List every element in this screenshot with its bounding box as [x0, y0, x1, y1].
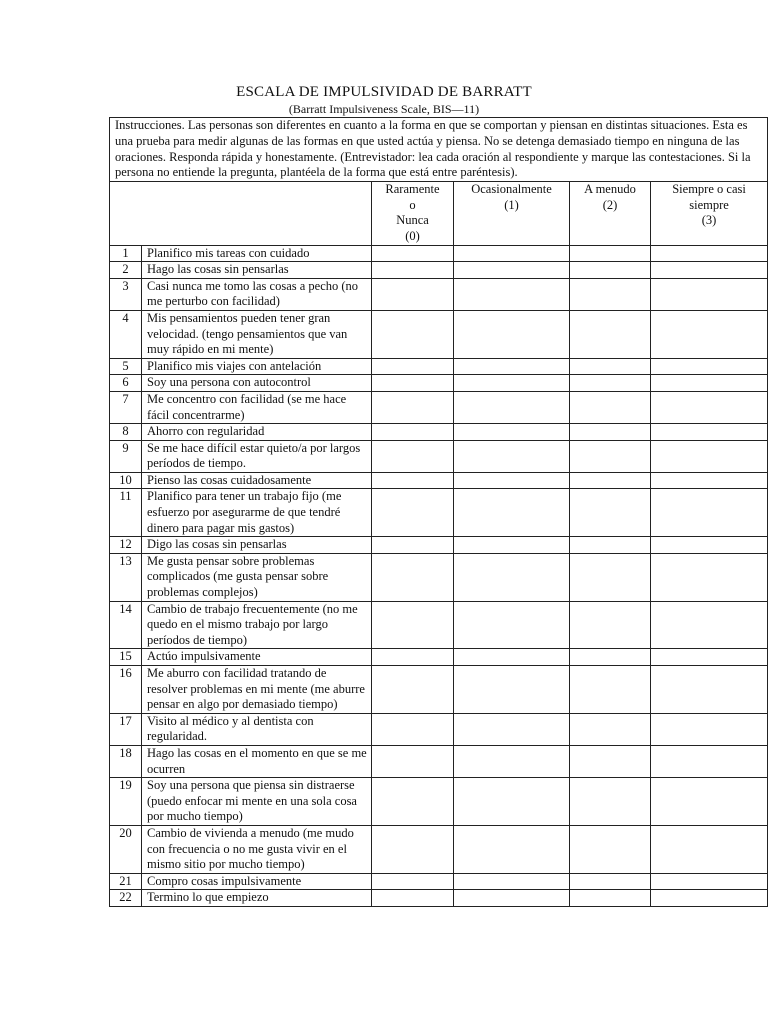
answer-cell-occasionally[interactable]	[454, 440, 570, 472]
page-subtitle: (Barratt Impulsiveness Scale, BIS—11)	[288, 102, 480, 116]
col-header-rarely	[372, 182, 454, 245]
item-question: Planifico mis tareas con cuidado	[142, 245, 372, 262]
page-title: ESCALA DE IMPULSIVIDAD DE BARRATT	[236, 84, 532, 100]
item-question: Cambio de trabajo frecuentemente (no me quedo en el mismo trabajo por largo períodos de tiempo)	[142, 601, 372, 649]
answer-cell-occasionally[interactable]	[454, 245, 570, 262]
item-question: Cambio de vivienda a menudo (me mudo con frecuencia o no me gusta vivir en el mismo sitio por mucho tiempo)	[142, 825, 372, 873]
item-question: Digo las cosas sin pensarlas	[142, 537, 372, 554]
answer-cell-rarely[interactable]	[372, 553, 454, 601]
item-number: 19	[110, 778, 142, 826]
answer-cell-always[interactable]	[651, 666, 768, 714]
item-number: 2	[110, 262, 142, 279]
answer-cell-occasionally[interactable]	[454, 873, 570, 890]
item-number: 1	[110, 245, 142, 262]
answer-cell-occasionally[interactable]	[454, 472, 570, 489]
table-row	[110, 601, 768, 649]
answer-cell-rarely[interactable]	[372, 391, 454, 423]
answer-cell-rarely[interactable]	[372, 278, 454, 310]
answer-cell-often[interactable]	[570, 358, 651, 375]
item-question: Pienso las cosas cuidadosamente	[142, 472, 372, 489]
col-header-rarely-score: (0)	[405, 228, 420, 243]
item-question: Actúo impulsivamente	[142, 649, 372, 666]
answer-cell-rarely[interactable]	[372, 537, 454, 554]
answer-cell-occasionally[interactable]	[454, 278, 570, 310]
questionnaire-table	[109, 117, 768, 907]
item-number: 11	[110, 489, 142, 537]
answer-cell-often[interactable]	[570, 391, 651, 423]
answer-cell-rarely[interactable]	[372, 472, 454, 489]
answer-cell-always[interactable]	[651, 245, 768, 262]
item-number: 18	[110, 745, 142, 777]
answer-cell-often[interactable]	[570, 424, 651, 441]
answer-cell-rarely[interactable]	[372, 745, 454, 777]
answer-cell-rarely[interactable]	[372, 601, 454, 649]
instructions-row	[110, 118, 768, 182]
table-row	[110, 890, 768, 907]
answer-cell-occasionally[interactable]	[454, 553, 570, 601]
item-question: Planifico para tener un trabajo fijo (me esfuerzo por asegurarme de que tendré dinero para pagar mis gastos)	[142, 489, 372, 537]
item-number: 9	[110, 440, 142, 472]
item-question: Ahorro con regularidad	[142, 424, 372, 441]
answer-cell-often[interactable]	[570, 262, 651, 279]
answer-cell-often[interactable]	[570, 440, 651, 472]
table-row	[110, 649, 768, 666]
table-row	[110, 375, 768, 392]
col-header-often-label: A menudo	[584, 182, 636, 197]
col-header-often-score: (2)	[602, 197, 618, 212]
answer-cell-rarely[interactable]	[372, 890, 454, 907]
answer-cell-rarely[interactable]	[372, 489, 454, 537]
answer-cell-occasionally[interactable]	[454, 745, 570, 777]
answer-cell-always[interactable]	[651, 391, 768, 423]
item-question: Hago las cosas sin pensarlas	[142, 262, 372, 279]
item-question: Me aburro con facilidad tratando de resolver problemas en mi mente (me aburre pensar en algo por demasiado tiempo)	[142, 666, 372, 714]
answer-cell-often[interactable]	[570, 278, 651, 310]
item-number: 16	[110, 666, 142, 714]
table-row	[110, 245, 768, 262]
answer-cell-occasionally[interactable]	[454, 713, 570, 745]
answer-cell-rarely[interactable]	[372, 825, 454, 873]
answer-cell-rarely[interactable]	[372, 649, 454, 666]
item-number: 15	[110, 649, 142, 666]
col-header-often	[570, 182, 651, 245]
answer-cell-often[interactable]	[570, 649, 651, 666]
answer-cell-always[interactable]	[651, 649, 768, 666]
answer-cell-rarely[interactable]	[372, 245, 454, 262]
answer-cell-occasionally[interactable]	[454, 262, 570, 279]
item-number: 21	[110, 873, 142, 890]
answer-cell-occasionally[interactable]	[454, 890, 570, 907]
answer-cell-rarely[interactable]	[372, 666, 454, 714]
answer-cell-rarely[interactable]	[372, 358, 454, 375]
answer-cell-often[interactable]	[570, 310, 651, 358]
answer-cell-often[interactable]	[570, 601, 651, 649]
answer-cell-often[interactable]	[570, 245, 651, 262]
table-row	[110, 278, 768, 310]
item-number: 22	[110, 890, 142, 907]
item-number: 3	[110, 278, 142, 310]
col-header-always-line1: Siempre o casi	[672, 182, 746, 197]
answer-cell-always[interactable]	[651, 745, 768, 777]
table-row	[110, 440, 768, 472]
item-question: Soy una persona con autocontrol	[142, 375, 372, 392]
col-header-always-line2: siempre	[689, 197, 729, 212]
item-number: 13	[110, 553, 142, 601]
answer-cell-often[interactable]	[570, 713, 651, 745]
answer-cell-always[interactable]	[651, 873, 768, 890]
item-number: 4	[110, 310, 142, 358]
answer-cell-always[interactable]	[651, 278, 768, 310]
answer-cell-always[interactable]	[651, 440, 768, 472]
col-header-occasionally	[454, 182, 570, 245]
item-question: Termino lo que empiezo	[142, 890, 372, 907]
answer-cell-rarely[interactable]	[372, 262, 454, 279]
table-row	[110, 873, 768, 890]
answer-cell-often[interactable]	[570, 778, 651, 826]
answer-cell-often[interactable]	[570, 666, 651, 714]
answer-cell-occasionally[interactable]	[454, 375, 570, 392]
answer-cell-occasionally[interactable]	[454, 537, 570, 554]
header-row	[110, 182, 768, 245]
table-row	[110, 489, 768, 537]
answer-cell-always[interactable]	[651, 537, 768, 554]
answer-cell-occasionally[interactable]	[454, 649, 570, 666]
item-question: Mis pensamientos pueden tener gran velocidad. (tengo pensamientos que van muy rápido en mi mente)	[142, 310, 372, 358]
item-question: Soy una persona que piensa sin distraerse (puedo enfocar mi mente en una sola cosa por mucho tiempo)	[142, 778, 372, 826]
item-number: 5	[110, 358, 142, 375]
answer-cell-always[interactable]	[651, 601, 768, 649]
item-question: Se me hace difícil estar quieto/a por largos períodos de tiempo.	[142, 440, 372, 472]
answer-cell-often[interactable]	[570, 472, 651, 489]
answer-cell-always[interactable]	[651, 778, 768, 826]
col-header-always	[651, 182, 768, 245]
answer-cell-rarely[interactable]	[372, 375, 454, 392]
item-number: 6	[110, 375, 142, 392]
table-row	[110, 825, 768, 873]
answer-cell-often[interactable]	[570, 825, 651, 873]
item-number: 12	[110, 537, 142, 554]
item-question: Me gusta pensar sobre problemas complicados (me gusta pensar sobre problemas complejos)	[142, 553, 372, 601]
header-blank-cell	[110, 182, 372, 245]
answer-cell-always[interactable]	[651, 358, 768, 375]
answer-cell-always[interactable]	[651, 713, 768, 745]
item-number: 14	[110, 601, 142, 649]
item-number: 17	[110, 713, 142, 745]
table-row	[110, 537, 768, 554]
item-number: 8	[110, 424, 142, 441]
item-question: Visito al médico y al dentista con regularidad.	[142, 713, 372, 745]
answer-cell-occasionally[interactable]	[454, 778, 570, 826]
answer-cell-always[interactable]	[651, 553, 768, 601]
answer-cell-occasionally[interactable]	[454, 489, 570, 537]
answer-cell-rarely[interactable]	[372, 713, 454, 745]
answer-cell-always[interactable]	[651, 472, 768, 489]
item-question: Compro cosas impulsivamente	[142, 873, 372, 890]
table-row	[110, 666, 768, 714]
answer-cell-occasionally[interactable]	[454, 358, 570, 375]
table-row	[110, 424, 768, 441]
answer-cell-occasionally[interactable]	[454, 391, 570, 423]
answer-cell-always[interactable]	[651, 262, 768, 279]
table-row	[110, 745, 768, 777]
col-header-rarely-line2: o	[409, 197, 416, 212]
table-row	[110, 553, 768, 601]
col-header-occasionally-score: (1)	[504, 197, 519, 212]
instructions-text: Instrucciones. Las personas son diferentes en cuanto a la forma en que se comportan y piensan en distintas situaciones. Esta es una prueba para medir algunas de las formas en que usted actúa y piensa. No se detenga demasiado tiempo en ninguna de las oraciones. Responda rápida y honestamente. (Entrevistador: lea cada oración al respondiente y marque las contestaciones. Si la persona no entiende la pregunta, plantéela de la forma que está entre paréntesis).	[110, 118, 768, 182]
col-header-rarely-line1: Raramente	[385, 182, 440, 197]
item-question: Planifico mis viajes con antelación	[142, 358, 372, 375]
answer-cell-rarely[interactable]	[372, 873, 454, 890]
item-number: 10	[110, 472, 142, 489]
table-row	[110, 472, 768, 489]
table-row	[110, 310, 768, 358]
answer-cell-occasionally[interactable]	[454, 424, 570, 441]
answer-cell-always[interactable]	[651, 825, 768, 873]
answer-cell-often[interactable]	[570, 489, 651, 537]
col-header-always-score: (3)	[701, 213, 717, 228]
answer-cell-rarely[interactable]	[372, 778, 454, 826]
answer-cell-often[interactable]	[570, 375, 651, 392]
col-header-occasionally-label: Ocasionalmente	[471, 182, 552, 197]
answer-cell-always[interactable]	[651, 424, 768, 441]
table-row	[110, 391, 768, 423]
answer-cell-often[interactable]	[570, 890, 651, 907]
answer-cell-often[interactable]	[570, 553, 651, 601]
item-number: 20	[110, 825, 142, 873]
answer-cell-often[interactable]	[570, 537, 651, 554]
table-row	[110, 262, 768, 279]
table-row	[110, 713, 768, 745]
answer-cell-always[interactable]	[651, 890, 768, 907]
answer-cell-often[interactable]	[570, 745, 651, 777]
col-header-rarely-line3: Nunca	[396, 213, 429, 228]
item-number: 7	[110, 391, 142, 423]
answer-cell-occasionally[interactable]	[454, 666, 570, 714]
answer-cell-often[interactable]	[570, 873, 651, 890]
item-question: Hago las cosas en el momento en que se me ocurren	[142, 745, 372, 777]
answer-cell-always[interactable]	[651, 375, 768, 392]
answer-cell-rarely[interactable]	[372, 440, 454, 472]
answer-cell-rarely[interactable]	[372, 424, 454, 441]
item-question: Casi nunca me tomo las cosas a pecho (no me perturbo con facilidad)	[142, 278, 372, 310]
answer-cell-occasionally[interactable]	[454, 601, 570, 649]
item-question: Me concentro con facilidad (se me hace fácil concentrarme)	[142, 391, 372, 423]
answer-cell-always[interactable]	[651, 489, 768, 537]
table-row	[110, 358, 768, 375]
answer-cell-rarely[interactable]	[372, 310, 454, 358]
table-row	[110, 778, 768, 826]
answer-cell-occasionally[interactable]	[454, 825, 570, 873]
answer-cell-always[interactable]	[651, 310, 768, 358]
answer-cell-occasionally[interactable]	[454, 310, 570, 358]
